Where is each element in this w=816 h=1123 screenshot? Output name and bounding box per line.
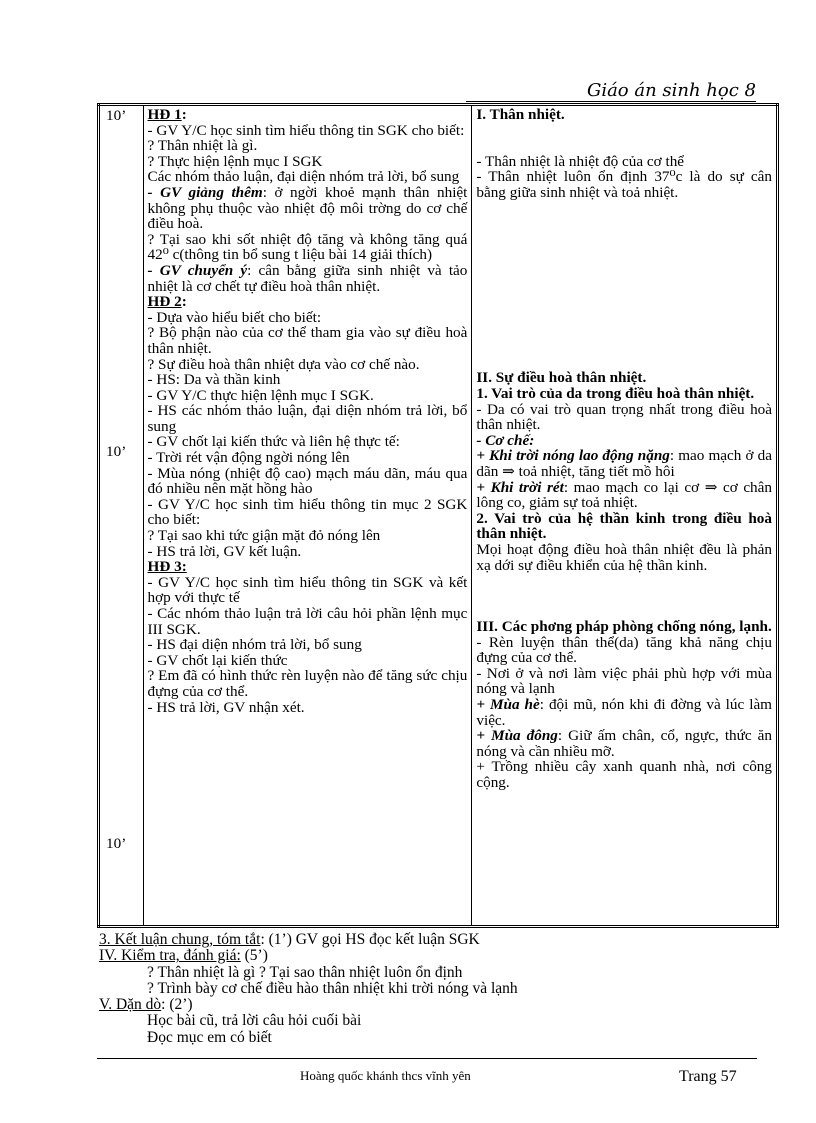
section-title: II. Sự điều hoà thân nhiệt. bbox=[476, 369, 647, 387]
summary-line: ? Trình bày cơ chế điều hào thân nhiệt khi trời nóng và lạnh bbox=[147, 979, 518, 997]
time-hd3: 10’ bbox=[106, 835, 127, 852]
section-title: III. Các phơng pháp phòng chống nóng, lạnh. bbox=[476, 618, 772, 636]
list-item: - GV Y/C thực hiện lệnh mục I SGK. bbox=[147, 386, 374, 404]
list-item: ? Em đã có hình thức rèn luyện nào để tăng sức chịu đựng của cơ thể. bbox=[147, 667, 468, 700]
list-item: - HS đại diện nhóm trả lời, bổ sung bbox=[147, 636, 362, 654]
subsection-title: 1. Vai trò của da trong điều hoà thân nhiệt. bbox=[476, 384, 755, 402]
list-item: - Dựa vào hiểu biết cho biết: bbox=[147, 308, 322, 326]
list-item: - GV chốt lại kiến thức bbox=[147, 651, 288, 669]
time-column bbox=[99, 105, 144, 927]
summary-line: 3. Kết luận chung, tóm tắt: (1’) GV gọi HS đọc kết luận SGK bbox=[99, 931, 480, 948]
content-line: - Cơ chế: bbox=[476, 431, 535, 449]
content-line: + Trồng nhiều cây xanh quanh nhà, nơi công cộng. bbox=[476, 758, 772, 792]
list-item: ? Bộ phận nào của cơ thể tham gia vào sự điều hoà thân nhiệt. bbox=[147, 324, 468, 357]
list-item: - HS trả lời, GV nhận xét. bbox=[147, 698, 305, 716]
list-item: - HS: Da và thần kinh bbox=[147, 371, 281, 389]
list-item: - Trời rét vận động ngời nóng lên bbox=[147, 449, 350, 467]
list-item: Các nhóm thảo luận, đại diện nhóm trả lời, bổ sung bbox=[147, 168, 460, 186]
content-line: - Thân nhiệt là nhiệt độ của cơ thể bbox=[476, 152, 685, 170]
list-item: - GV chuyển ý: cân bằng giữa sinh nhiệt và tảo nhiệt là cơ chết tự điều hoà thân nhiệt. bbox=[147, 261, 468, 295]
list-item: - GV Y/C học sinh tìm hiểu thông tin mục 2 SGK cho biết: bbox=[147, 495, 468, 529]
footer-author: Hoàng quốc khánh thcs vĩnh yên bbox=[300, 1068, 471, 1083]
section-title: I. Thân nhiệt. bbox=[476, 106, 565, 123]
footer-rule bbox=[97, 1058, 757, 1059]
list-item: - Các nhóm thảo luận trả lời câu hỏi phần lệnh mục III SGK. bbox=[147, 605, 468, 638]
activities-column bbox=[143, 105, 472, 927]
summary-line: V. Dặn dò: (2’) bbox=[99, 996, 193, 1014]
list-item: ? Thực hiện lệnh mục I SGK bbox=[147, 152, 323, 170]
time-hd1: 10’ bbox=[106, 107, 127, 124]
list-item: - GV chốt lại kiến thức và liên hệ thực tế: bbox=[147, 433, 400, 451]
content-line: Mọi hoạt động điều hoà thân nhiệt đều là phản xạ dới sự điều khiển của hệ thần kinh. bbox=[476, 540, 772, 574]
header-rule bbox=[466, 101, 756, 102]
page-number: Trang 57 bbox=[679, 1068, 737, 1085]
content-line: + Mùa hè: đội mũ, nón khi đi đờng và lúc làm việc. bbox=[476, 696, 772, 729]
list-item: - HS các nhóm thảo luận, đại diện nhóm trả lời, bổ sung bbox=[147, 402, 468, 435]
summary-line: IV. Kiểm tra, đánh giá: (5’) bbox=[99, 947, 268, 965]
summary-line: ? Thân nhiệt là gì ? Tại sao thân nhiệt luôn ổn định bbox=[147, 963, 463, 981]
list-item: - Mùa nóng (nhiệt độ cao) mạch máu dãn, máu qua đó nhiều nên mặt hồng hào bbox=[147, 464, 468, 498]
content-line: - Nơi ở và nơi làm việc phải phù hợp với mùa nóng và lạnh bbox=[476, 664, 772, 698]
time-hd2: 10’ bbox=[106, 443, 127, 460]
content-line: + Mùa đông: Giữ ấm chân, cổ, ngực, thức ăn nóng và cần nhiều mỡ. bbox=[476, 727, 772, 760]
content-line: + Khi trời nóng lao động nặng: mao mạch ở da dãn ⇒ toả nhiệt, tăng tiết mồ hôi bbox=[476, 447, 772, 480]
summary-line: Đọc mục em có biết bbox=[147, 1028, 272, 1046]
list-item: - GV Y/C học sinh tìm hiểu thông tin SGK và kết hợp với thực tế bbox=[147, 573, 468, 607]
list-item: ? Tại sao khi sốt nhiệt độ tăng và không tăng quá 42⁰ c(thông tin bổ sung t liệu bài 14 giải thích) bbox=[147, 230, 468, 264]
content-line: - Thân nhiệt luôn ổn định 37⁰c là do sự cân bằng giữa sinh nhiệt và toả nhiệt. bbox=[476, 168, 772, 201]
content-line: - Rèn luyện thân thể(da) tăng khả năng chịu đựng của cơ thể. bbox=[476, 633, 772, 667]
summary-line: Học bài cũ, trả lời câu hỏi cuối bài bbox=[147, 1012, 362, 1030]
content-line: - Da có vai trò quan trọng nhất trong điều hoà thân nhiệt. bbox=[476, 400, 772, 434]
content-column bbox=[472, 105, 778, 927]
subsection-title: 2. Vai trò của hệ thần kinh trong điều hoà thân nhiệt. bbox=[476, 509, 772, 543]
table-row bbox=[99, 105, 778, 927]
lesson-table bbox=[97, 103, 779, 928]
content-line: + Khi trời rét: mao mạch co lại cơ ⇒ cơ chân lông co, giảm sự toả nhiệt. bbox=[476, 478, 772, 512]
activity-heading: HĐ 1: bbox=[147, 106, 187, 123]
list-item: ? Thân nhiệt là gì. bbox=[147, 137, 258, 155]
list-item: - GV Y/C học sinh tìm hiểu thông tin SGK cho biết: bbox=[147, 121, 465, 139]
header-title: Giáo án sinh học 8 bbox=[586, 80, 756, 101]
summary-section bbox=[99, 932, 518, 1046]
activity-heading: HĐ 2: bbox=[147, 293, 187, 311]
list-item: - HS trả lời, GV kết luận. bbox=[147, 542, 302, 560]
list-item: ? Sự điều hoà thân nhiệt dựa vào cơ chế nào. bbox=[147, 355, 420, 373]
list-item: ? Tại sao khi tức giận mặt đỏ nóng lên bbox=[147, 527, 381, 545]
activity-heading: HĐ 3: bbox=[147, 558, 187, 576]
list-item: - GV giảng thêm: ở ngời khoẻ mạnh thân nhiệt không phụ thuộc vào nhiệt độ môi trờng do cơ chế điều hoà. bbox=[147, 183, 468, 233]
